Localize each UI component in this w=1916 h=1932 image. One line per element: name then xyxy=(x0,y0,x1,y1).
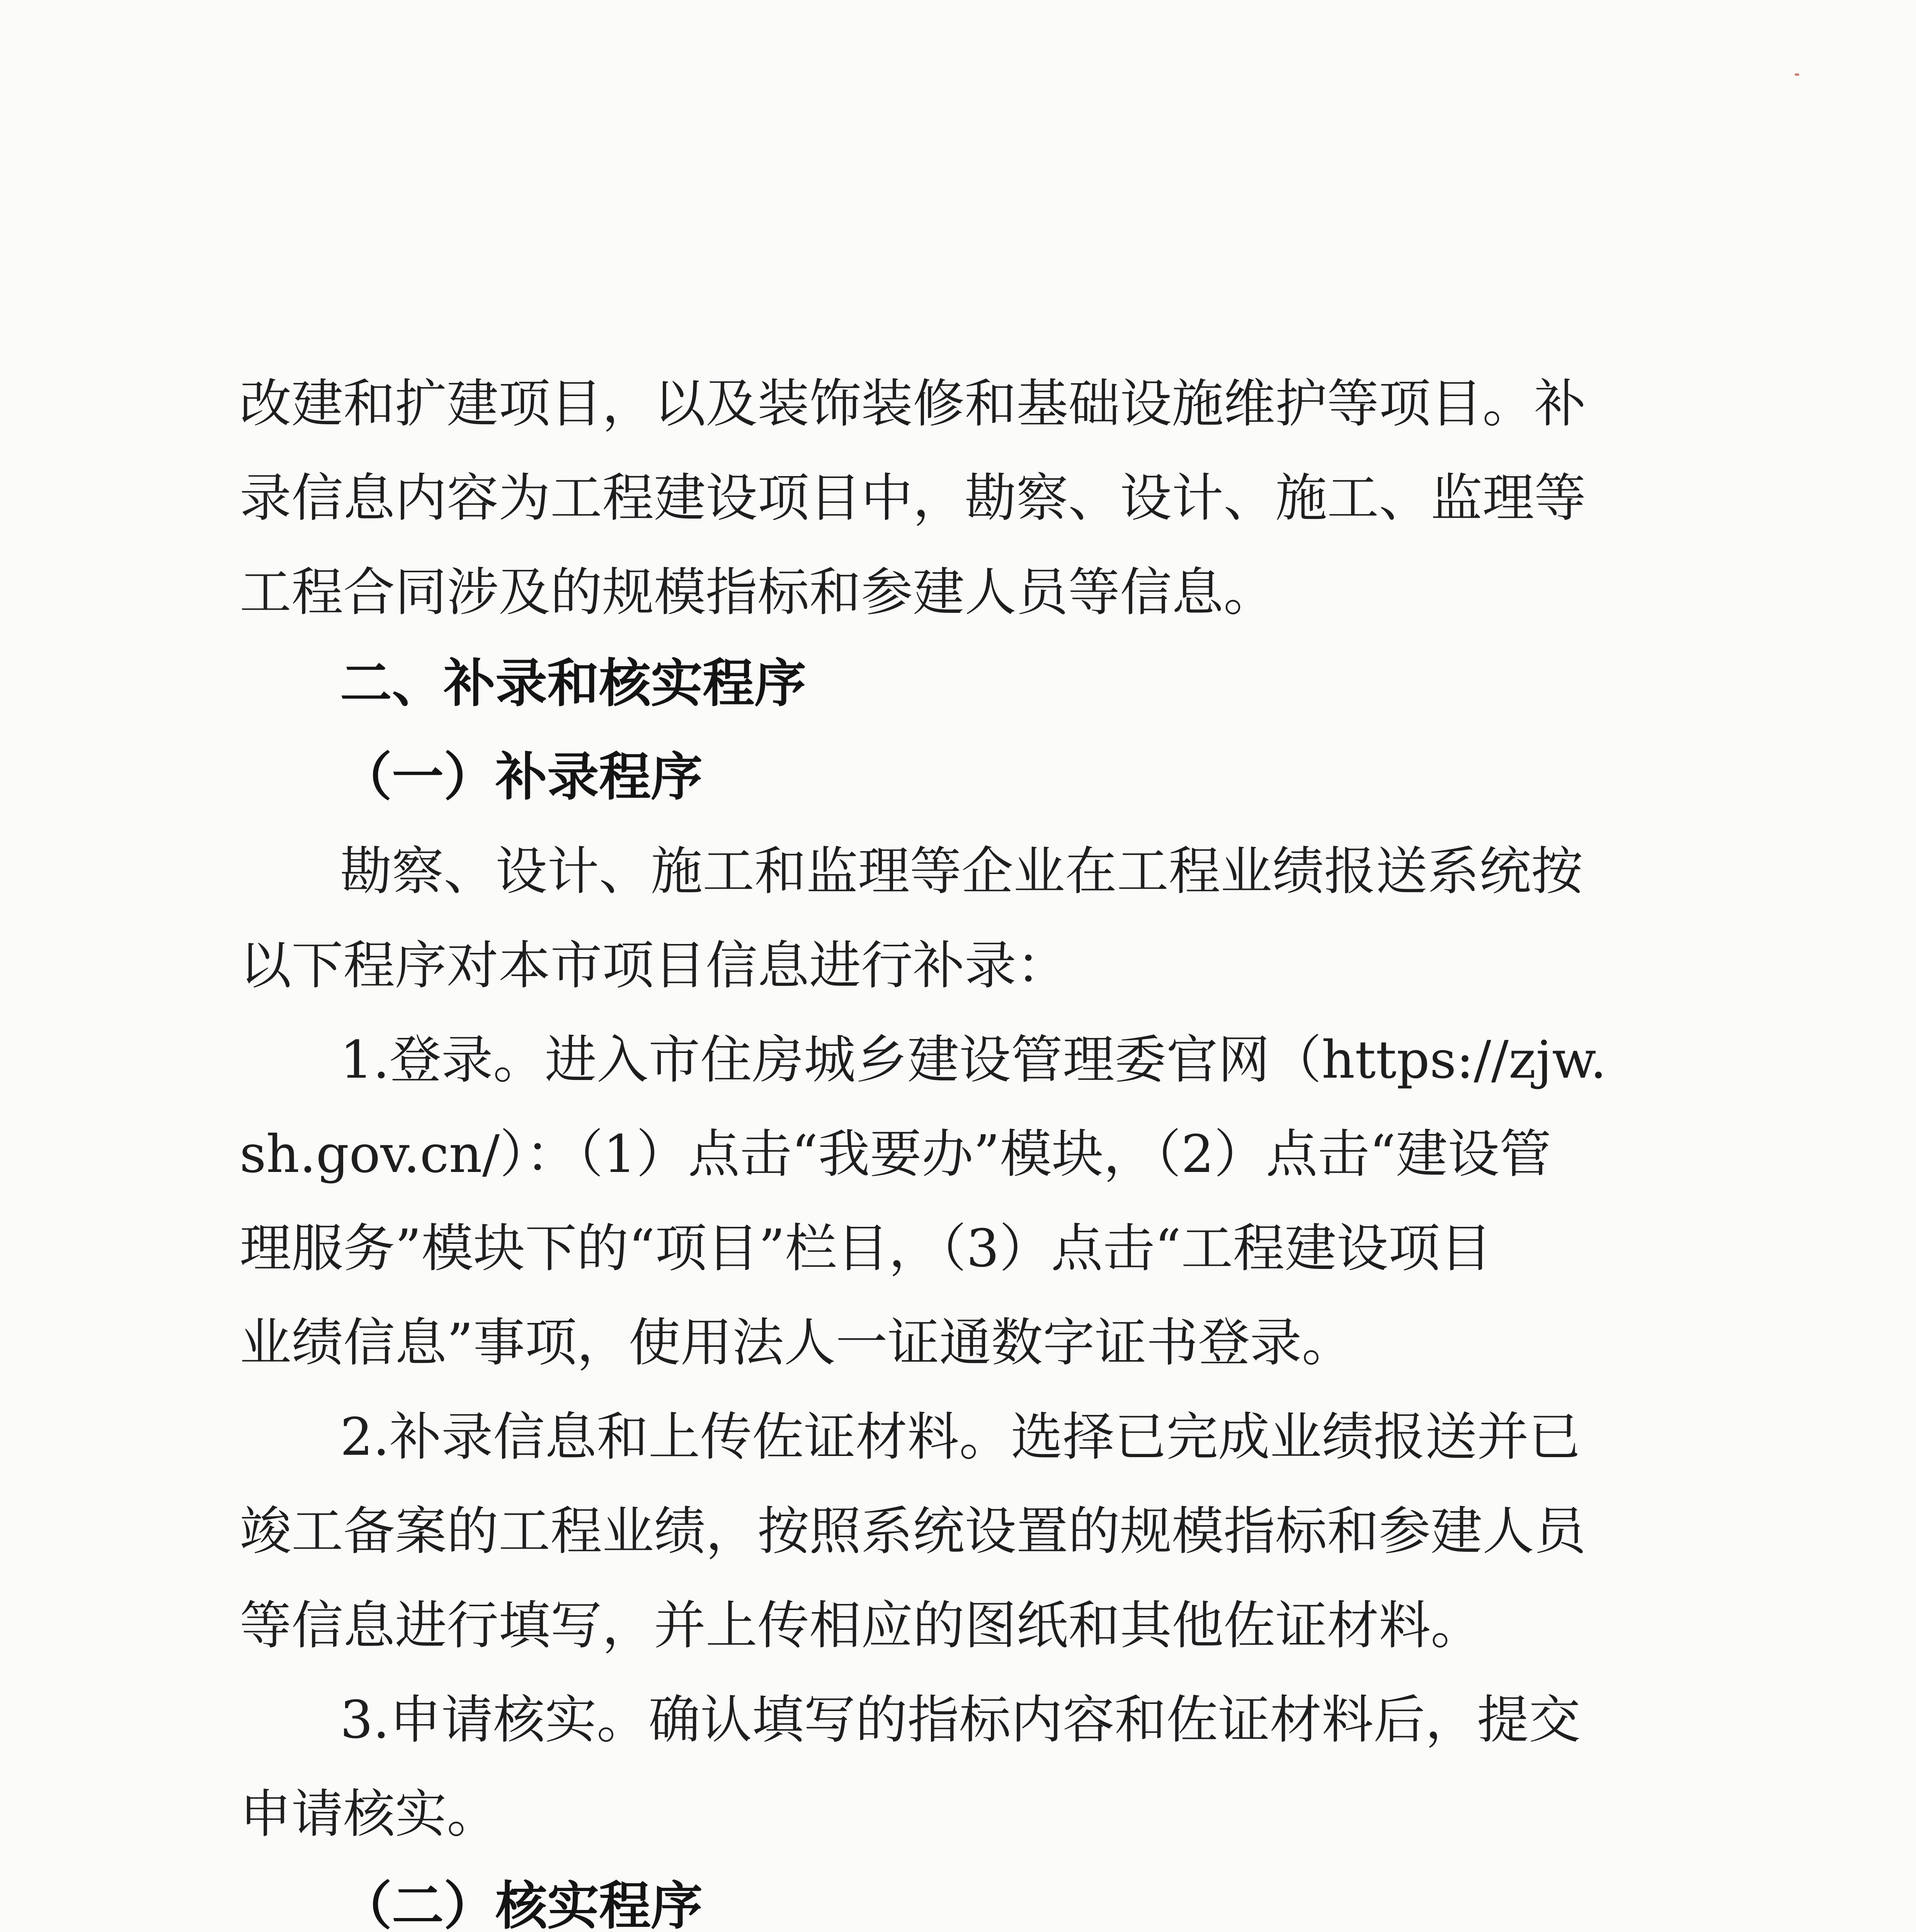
body-line: sh.gov.cn/）：（1）点击“我要办”模块，（2）点击“建设管 xyxy=(240,1124,1552,1184)
ink-speck xyxy=(1795,73,1799,76)
body-line: 竣工备案的工程业绩，按照系统设置的规模指标和参建人员 xyxy=(240,1501,1586,1561)
body-line: 改建和扩建项目，以及装饰装修和基础设施维护等项目。补 xyxy=(240,374,1586,434)
subsection-heading: （一）补录程序 xyxy=(340,747,703,807)
body-line: 理服务”模块下的“项目”栏目，（3）点击“工程建设项目 xyxy=(240,1218,1492,1279)
section-heading: 二、补录和核实程序 xyxy=(340,653,807,714)
body-line: 录信息内容为工程建设项目中，勘察、设计、施工、监理等 xyxy=(240,468,1586,528)
body-line: 工程合同涉及的规模指标和参建人员等信息。 xyxy=(240,562,1276,622)
body-line: 业绩信息”事项，使用法人一证通数字证书登录。 xyxy=(240,1313,1354,1373)
body-line: 申请核实。 xyxy=(240,1784,499,1844)
body-line: 以下程序对本市项目信息进行补录： xyxy=(240,935,1069,996)
body-line: 勘察、设计、施工和监理等企业在工程业绩报送系统按 xyxy=(340,841,1583,901)
body-line: 1.登录。进入市住房城乡建设管理委官网（https://zjw. xyxy=(340,1030,1607,1090)
body-line: 2.补录信息和上传佐证材料。选择已完成业绩报送并已 xyxy=(340,1407,1581,1467)
body-line: 等信息进行填写，并上传相应的图纸和其他佐证材料。 xyxy=(240,1595,1483,1656)
subsection-heading: （二）核实程序 xyxy=(340,1876,703,1932)
body-line: 3.申请核实。确认填写的指标内容和佐证材料后，提交 xyxy=(340,1690,1581,1750)
